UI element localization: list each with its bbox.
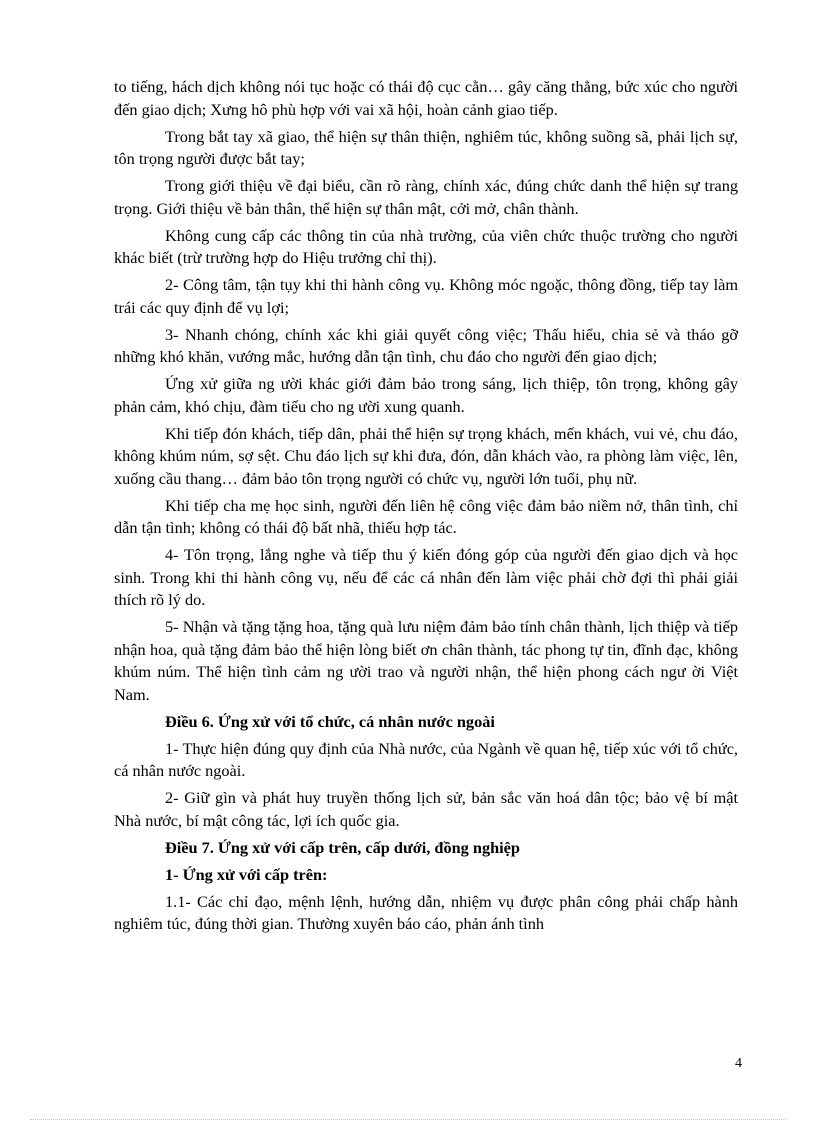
paragraph-article-6-item-2: 2- Giữ gìn và phát huy truyền thống lịch sử, bản sắc văn hoá dân tộc; bảo vệ bí mật Nhà nước, bí mật công tác, lợi ích quốc gia. xyxy=(114,788,738,830)
paragraph-handshake: Trong bắt tay xã giao, thể hiện sự thân thiện, nghiêm túc, không suồng sã, phải lịch sự, tôn trọng người được bắt tay; xyxy=(114,126,738,168)
paragraph-continuation: to tiếng, hách dịch không nói tục hoặc có thái độ cục cằn… gây căng thẳng, bức xúc cho người đến giao dịch; Xưng hô phù hợp với vai xã hội, hoàn cảnh giao tiếp. xyxy=(114,77,738,119)
paragraph-introductions: Trong giới thiệu về đại biểu, cần rõ ràng, chính xác, đúng chức danh thể hiện sự trang trọng. Giới thiệu về bản thân, thể hiện sự thân mật, cởi mở, chân thành. xyxy=(114,176,738,218)
paragraph-article-6-item-1: 1- Thực hiện đúng quy định của Nhà nước, của Ngành về quan hệ, tiếp xúc với tổ chức, cá nhân nước ngoài. xyxy=(114,738,738,780)
paragraph-receiving-parents: Khi tiếp cha mẹ học sinh, người đến liên hệ công việc đảm bảo niềm nở, thân tình, chỉ dẫn tận tình; không có thái độ bất nhã, thiếu hợp tác. xyxy=(114,495,738,537)
paragraph-confidential-info: Không cung cấp các thông tin của nhà trường, của viên chức thuộc trường cho người khác biết (trừ trường hợp do Hiệu trưởng chỉ thị). xyxy=(114,225,738,267)
article-7-heading: Điều 7. Ứng xử với cấp trên, cấp dưới, đồng nghiệp xyxy=(165,837,520,857)
paragraph-item-1-1: 1.1- Các chỉ đạo, mệnh lệnh, hướng dẫn, nhiệm vụ được phân công phải chấp hành nghiêm túc, đúng thời gian. Thường xuyên báo cáo, phản ánh tình xyxy=(114,891,738,933)
article-6-heading: Điều 6. Ứng xử với tổ chức, cá nhân nước ngoài xyxy=(165,711,495,731)
paragraph-item-2: 2- Công tâm, tận tụy khi thi hành công vụ. Không móc ngoặc, thông đồng, tiếp tay làm trái các quy định để vụ lợi; xyxy=(114,275,738,317)
page-number: 4 xyxy=(735,1056,742,1071)
paragraph-item-5: 5- Nhận và tặng tặng hoa, tặng quà lưu niệm đảm bảo tính chân thành, lịch thiệp và tiếp nhận hoa, quà tặng đảm bảo thể hiện lòng biết ơn chân thành, tác phong tự tin, đĩnh đạc, không khúm núm. Thể hiện tình cảm ng ười trao và người nhận, thể hiện phong cách ngư ời Việt Nam. xyxy=(114,617,738,704)
paragraph-gender-conduct: Ứng xử giữa ng ười khác giới đảm bảo trong sáng, lịch thiệp, tôn trọng, không gây phản cảm, khó chịu, đàm tiếu cho ng ười xung quanh. xyxy=(114,374,738,416)
paragraph-item-4: 4- Tôn trọng, lắng nghe và tiếp thu ý kiến đóng góp của người đến giao dịch và học sinh. Trong khi thi hành công vụ, nếu để các cá nhân đến làm việc phải chờ đợi thì phải giải thích rõ lý do. xyxy=(114,545,738,609)
section-superiors-heading: 1- Ứng xử với cấp trên: xyxy=(165,864,328,884)
paragraph-item-3: 3- Nhanh chóng, chính xác khi giải quyết công việc; Thấu hiểu, chia sẻ và tháo gỡ những khó khăn, vướng mắc, hướng dẫn tận tình, chu đáo cho người đến giao dịch; xyxy=(114,324,738,366)
page-bottom-divider xyxy=(30,1119,786,1120)
document-body xyxy=(114,76,738,940)
paragraph-receiving-guests: Khi tiếp đón khách, tiếp dân, phải thể hiện sự trọng khách, mến khách, vui vẻ, chu đáo, không khúm núm, sợ sệt. Chu đáo lịch sự khi đưa, đón, dẫn khách vào, ra phòng làm việc, lên, xuống cầu thang… đảm bảo tôn trọng người có chức vụ, người lớn tuổi, phụ nữ. xyxy=(114,423,738,488)
